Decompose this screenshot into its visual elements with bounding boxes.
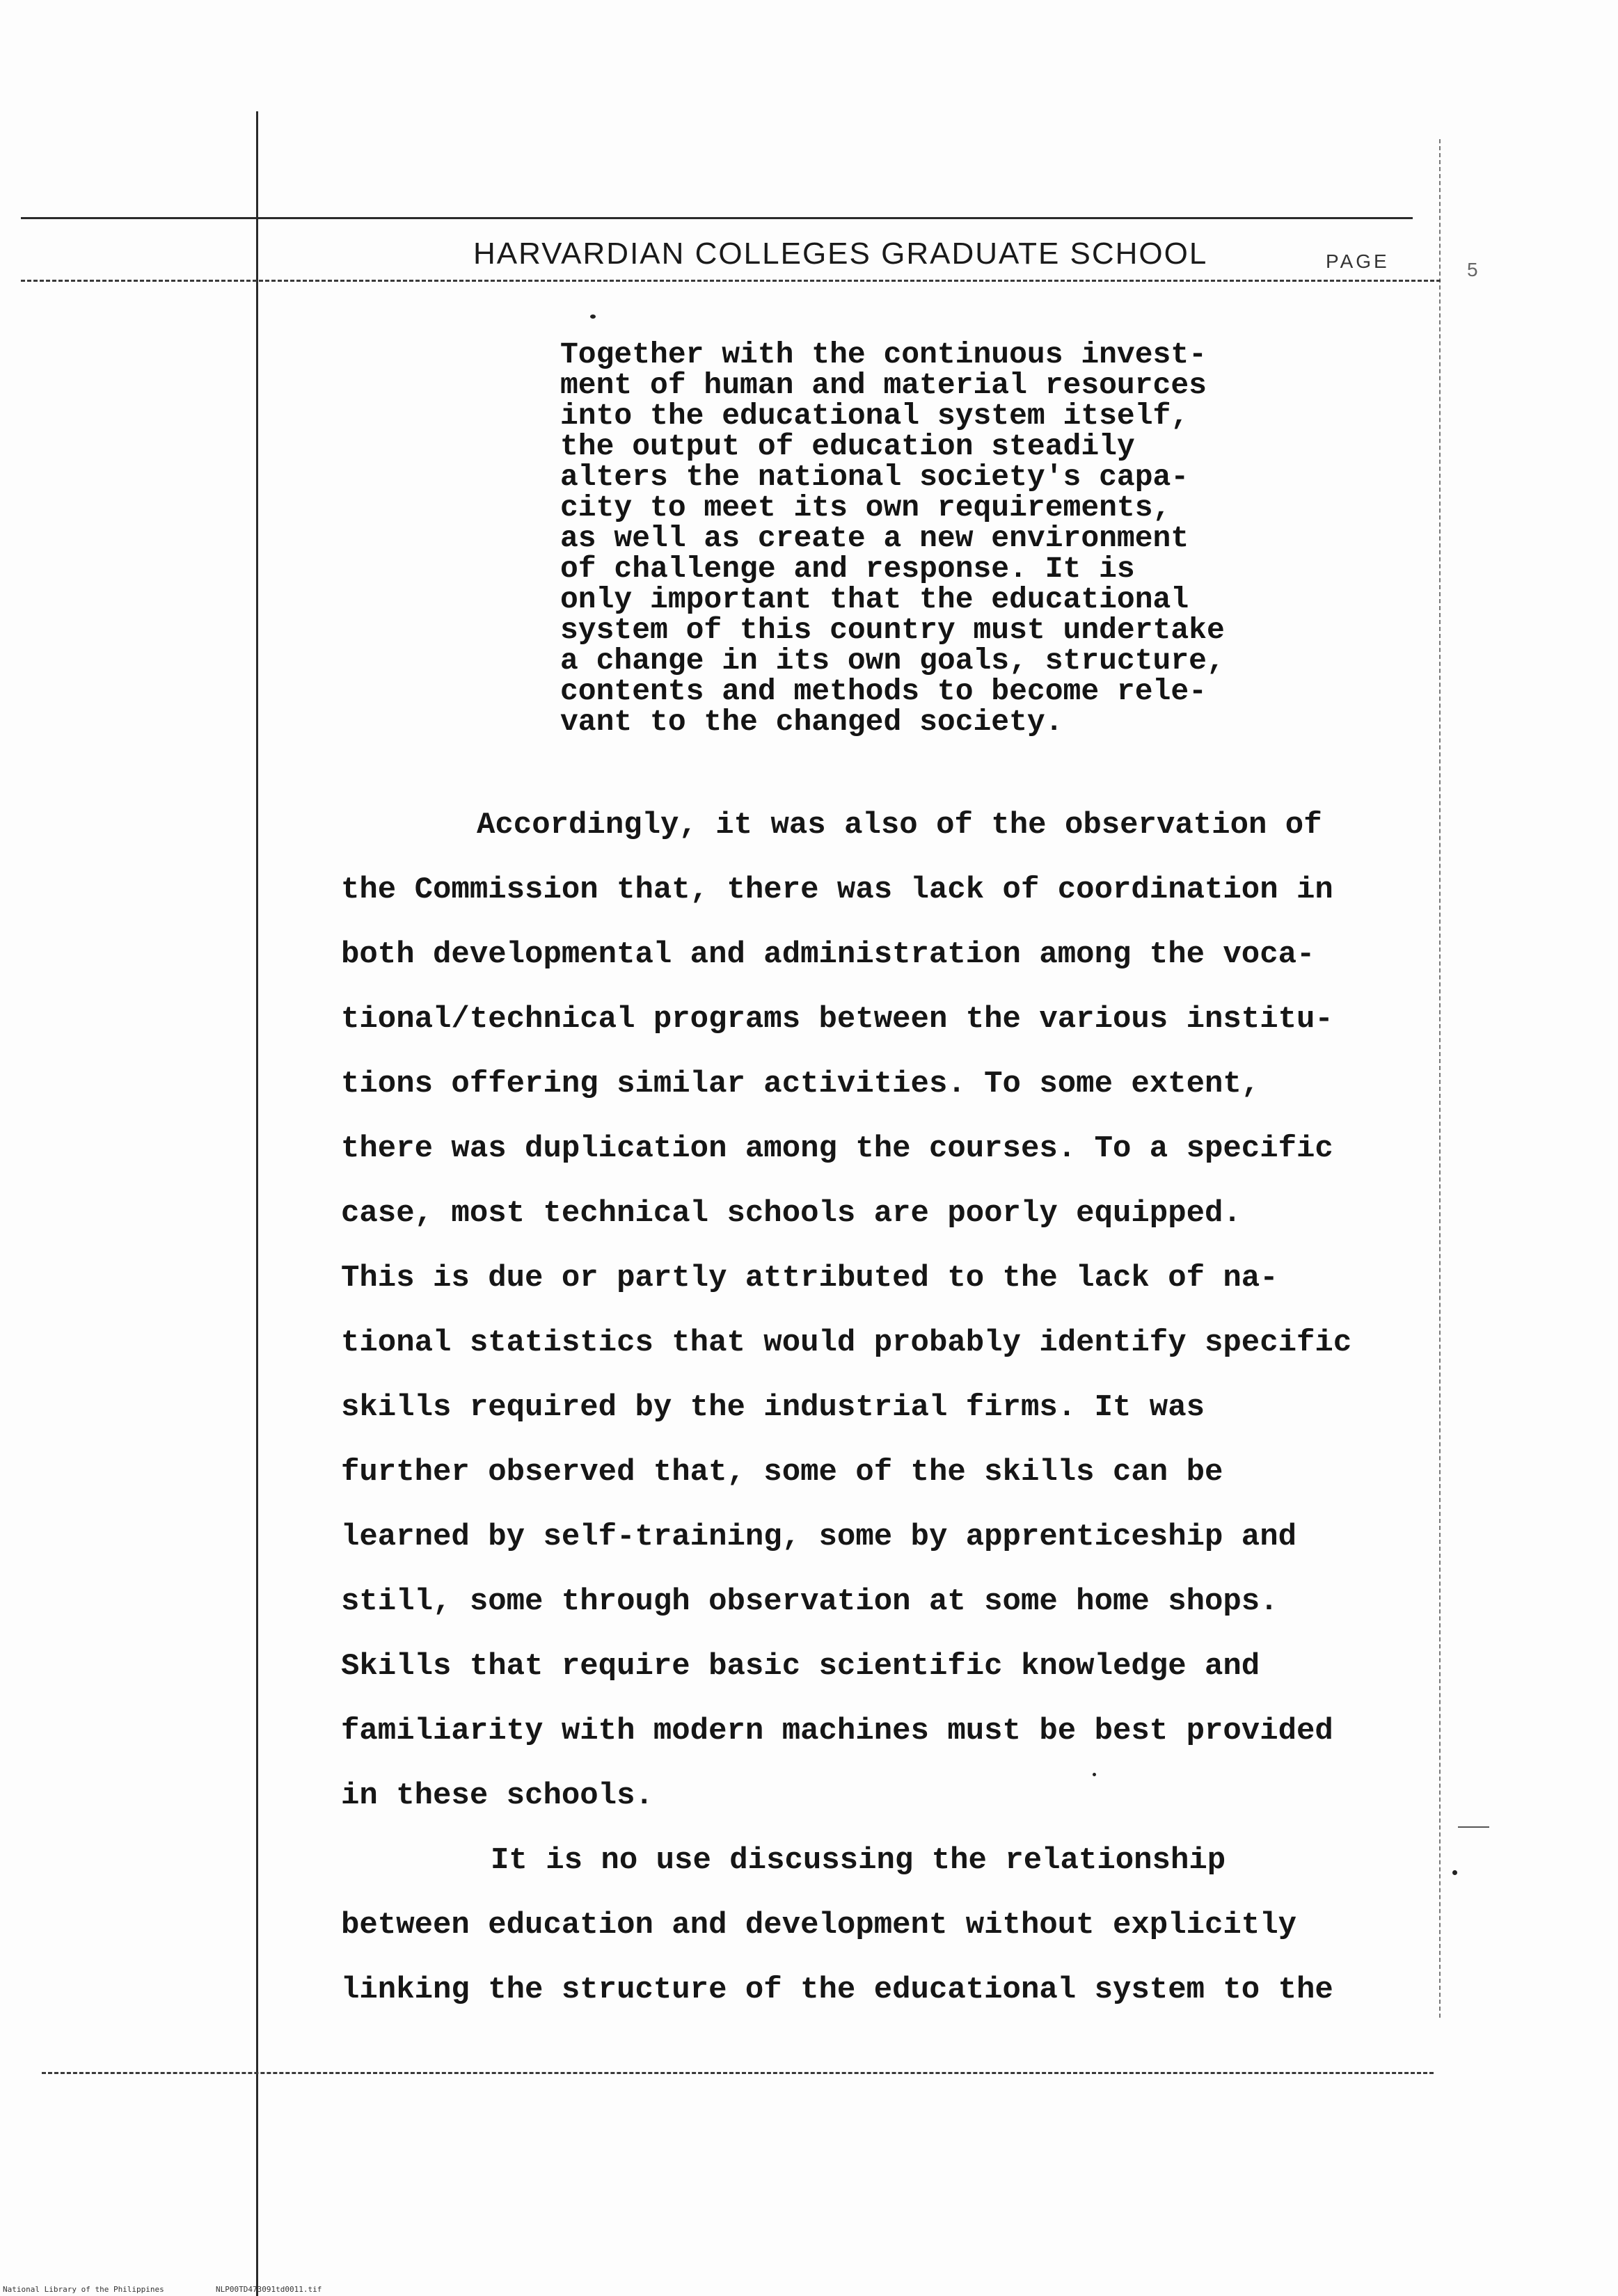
school-header-title: HARVARDIAN COLLEGES GRADUATE SCHOOL — [473, 237, 1208, 271]
body-line: the Commission that, there was lack of coordination in — [341, 872, 1333, 907]
header-rule — [21, 280, 1441, 282]
quote-line: system of this country must undertake — [560, 613, 1225, 647]
body-line: Accordingly, it was also of the observation of — [477, 808, 1322, 843]
body-line: further observed that, some of the skills can be — [341, 1455, 1223, 1490]
scan-speck — [1452, 1870, 1457, 1875]
body-line: tional statistics that would probably identify specific — [341, 1325, 1352, 1360]
quotation-block — [560, 337, 1291, 739]
body-line: both developmental and administration among the voca- — [341, 937, 1315, 972]
body-line: in these schools. — [341, 1778, 653, 1813]
quote-line: the output of education steadily — [560, 429, 1135, 463]
body-line: It is no use discussing the relationship — [491, 1843, 1226, 1878]
body-line: familiarity with modern machines must be best provided — [341, 1714, 1333, 1748]
page-number: 5 — [1467, 259, 1478, 280]
archive-library-label: National Library of the Philippines — [3, 2285, 164, 2294]
quote-line: as well as create a new environment — [560, 521, 1189, 555]
body-line: there was duplication among the courses. To a specific — [341, 1131, 1333, 1166]
body-line: This is due or partly attributed to the lack of na- — [341, 1261, 1278, 1296]
quote-line: into the educational system itself, — [560, 399, 1189, 433]
body-line: linking the structure of the educational system to the — [341, 1972, 1333, 2007]
quote-line: only important that the educational — [560, 582, 1189, 616]
body-line: still, some through observation at some home shops. — [341, 1584, 1278, 1619]
quote-line: contents and methods to become rele- — [560, 674, 1207, 708]
quote-line: alters the national society's capa- — [560, 460, 1189, 494]
page-label: PAGE — [1326, 250, 1390, 272]
bottom-rule — [42, 2072, 1434, 2074]
quote-line: Together with the continuous invest- — [560, 337, 1207, 372]
body-line: tional/technical programs between the various institu- — [341, 1002, 1333, 1037]
body-line: skills required by the industrial firms. It was — [341, 1390, 1205, 1425]
top-rule — [21, 217, 1413, 219]
body-line: between education and development without explicitly — [341, 1908, 1297, 1943]
archive-file-name: NLP00TD473091td0011.tif — [216, 2285, 322, 2294]
quote-line: of challenge and response. It is — [560, 552, 1135, 586]
left-margin-rule — [256, 111, 258, 2296]
body-line: case, most technical schools are poorly equipped. — [341, 1196, 1242, 1231]
quote-line: city to meet its own requirements, — [560, 491, 1171, 525]
scan-speck — [590, 314, 596, 319]
quote-line: a change in its own goals, structure, — [560, 644, 1225, 678]
quote-line: ment of human and material resources — [560, 368, 1207, 402]
quote-line: vant to the changed society. — [560, 705, 1063, 739]
body-line: tions offering similar activities. To some extent, — [341, 1067, 1260, 1101]
body-paragraphs — [341, 793, 1454, 2023]
body-line: learned by self-training, some by apprenticeship and — [341, 1520, 1297, 1554]
body-line: Skills that require basic scientific knowledge and — [341, 1649, 1260, 1684]
right-tick-rule — [1458, 1826, 1489, 1828]
scan-speck — [1093, 1773, 1096, 1776]
